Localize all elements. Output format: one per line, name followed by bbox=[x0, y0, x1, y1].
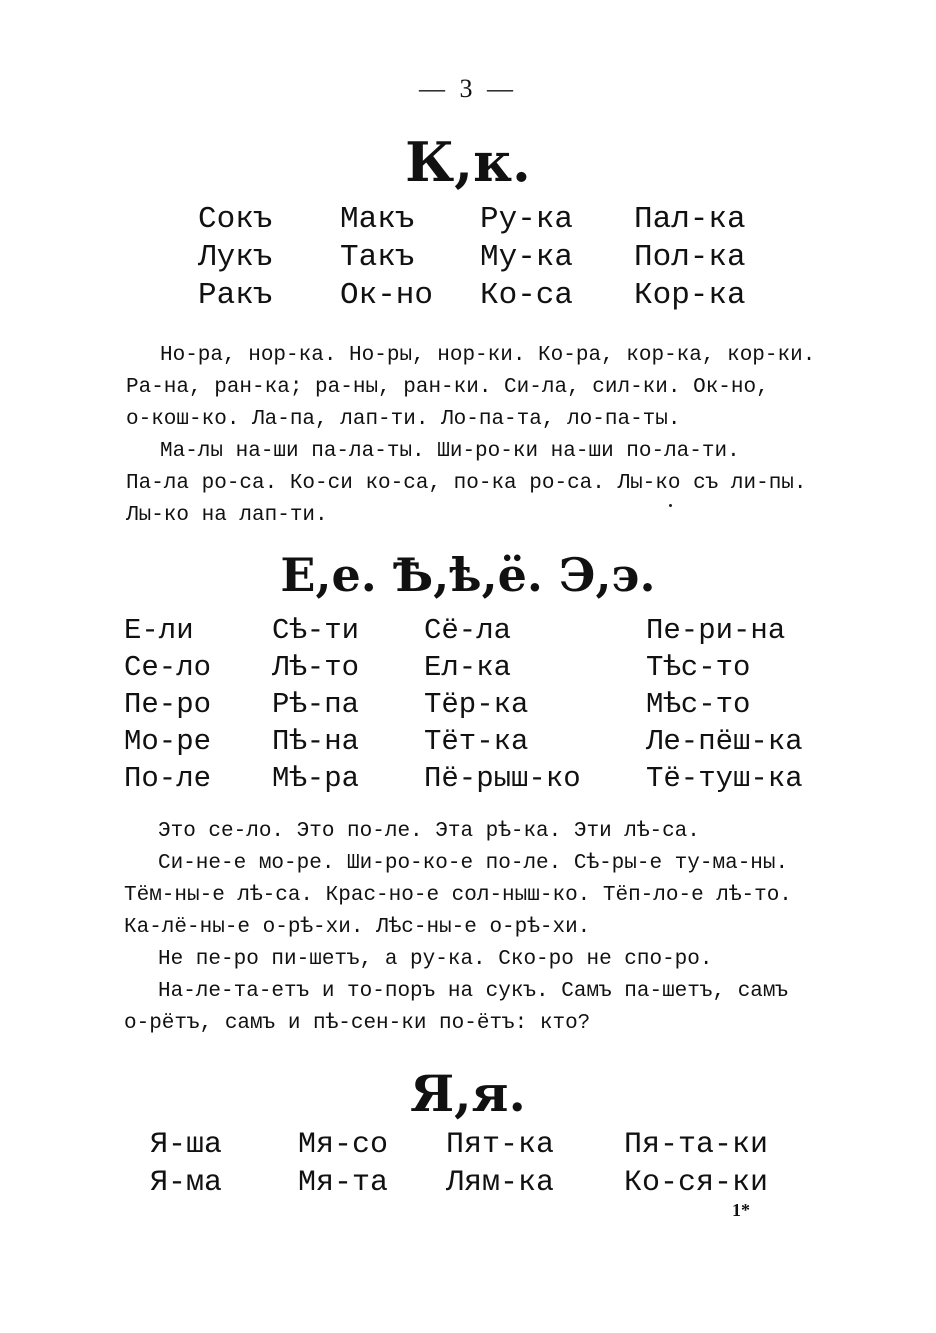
text-line: о-кош-ко. Ла-па, лап-ти. Ло-па-та, ло-па-ты. bbox=[126, 408, 681, 431]
word: Сокъ bbox=[198, 202, 273, 237]
text-line: Это се-ло. Это по-ле. Эта рѣ-ка. Эти лѣ-са. bbox=[158, 820, 700, 843]
text-line: На-ле-та-етъ и то-поръ на сукъ. Самъ па-шетъ, самъ bbox=[158, 980, 789, 1003]
heading-e: Е,е. Ѣ,ѣ,ё. Э,э. bbox=[280, 548, 656, 602]
text-line: Ра-на, ран-ка; ра-ны, ран-ки. Си-ла, сил-ки. Ок-но, bbox=[126, 376, 769, 399]
word: Пѣ-на bbox=[272, 725, 360, 758]
word: Тё-туш-ка bbox=[646, 762, 803, 795]
table-row bbox=[198, 202, 758, 240]
word: Такъ bbox=[340, 240, 415, 275]
word: Кор-ка bbox=[634, 278, 746, 313]
word-table-e bbox=[124, 614, 824, 799]
word: Му-ка bbox=[480, 240, 574, 275]
word: По-ле bbox=[124, 762, 212, 795]
word: Пё-рыш-ко bbox=[424, 762, 581, 795]
word-table-k bbox=[198, 202, 758, 316]
reading-text-k bbox=[126, 340, 826, 532]
word: Ко-са bbox=[480, 278, 574, 313]
word: Мѣс-то bbox=[646, 688, 751, 721]
table-row bbox=[124, 614, 824, 651]
word-table-ya bbox=[150, 1128, 810, 1204]
word: Ок-но bbox=[340, 278, 434, 313]
text-line: о-рётъ, самъ и пѣ-сен-ки по-ётъ: кто? bbox=[124, 1012, 591, 1035]
table-row bbox=[198, 240, 758, 278]
word: Мя-та bbox=[298, 1166, 389, 1200]
word: Пал-ка bbox=[634, 202, 746, 237]
signature-mark: 1* bbox=[732, 1200, 750, 1220]
word: Мѣ-ра bbox=[272, 762, 360, 795]
word: Ру-ка bbox=[480, 202, 574, 237]
table-row bbox=[124, 762, 824, 799]
print-speck bbox=[669, 504, 672, 507]
word: Лукъ bbox=[198, 240, 273, 275]
word: Пе-ро bbox=[124, 688, 212, 721]
word: Сѣ-ти bbox=[272, 614, 360, 647]
reading-text-e bbox=[124, 816, 824, 1040]
text-line: Си-не-е мо-ре. Ши-ро-ко-е по-ле. Сѣ-ры-е ту-ма-ны. bbox=[158, 852, 789, 875]
word: Мо-ре bbox=[124, 725, 212, 758]
page-number: — 3 — bbox=[419, 74, 517, 103]
text-line: Не пе-ро пи-шетъ, а ру-ка. Ско-ро не спо-ро. bbox=[158, 948, 713, 971]
word: Сё-ла bbox=[424, 614, 512, 647]
table-row bbox=[124, 688, 824, 725]
word: Мя-со bbox=[298, 1128, 389, 1162]
text-line: Ма-лы на-ши па-ла-ты. Ши-ро-ки на-ши по-ла-ти. bbox=[160, 440, 740, 463]
table-row bbox=[150, 1128, 810, 1166]
word: Ле-пёш-ка bbox=[646, 725, 803, 758]
text-line: Но-ра, нор-ка. Но-ры, нор-ки. Ко-ра, кор-ка, кор-ки. bbox=[160, 344, 816, 367]
word: Тёр-ка bbox=[424, 688, 529, 721]
heading-k: К,к. bbox=[405, 130, 531, 194]
word: Пят-ка bbox=[446, 1128, 555, 1162]
word: Ко-ся-ки bbox=[624, 1166, 769, 1200]
word: Макъ bbox=[340, 202, 415, 237]
word: Я-ма bbox=[150, 1166, 223, 1200]
word: Тѣс-то bbox=[646, 651, 751, 684]
text-line: Тём-ны-е лѣ-са. Крас-но-е сол-ныш-ко. Тёп-ло-е лѣ-то. bbox=[124, 884, 792, 907]
word: Пол-ка bbox=[634, 240, 746, 275]
heading-ya: Я,я. bbox=[410, 1064, 526, 1123]
word: Рѣ-па bbox=[272, 688, 360, 721]
word: Ел-ка bbox=[424, 651, 512, 684]
word: Се-ло bbox=[124, 651, 212, 684]
text-line: Ка-лё-ны-е о-рѣ-хи. Лѣс-ны-е о-рѣ-хи. bbox=[124, 916, 591, 939]
text-line: Па-ла ро-са. Ко-си ко-са, по-ка ро-са. Лы-ко съ ли-пы. bbox=[126, 472, 807, 495]
table-row bbox=[124, 725, 824, 762]
word: Пя-та-ки bbox=[624, 1128, 769, 1162]
word: Я-ша bbox=[150, 1128, 223, 1162]
word: Лѣ-то bbox=[272, 651, 360, 684]
table-row bbox=[198, 278, 758, 316]
text-line: Лы-ко на лап-ти. bbox=[126, 504, 328, 527]
word: Тёт-ка bbox=[424, 725, 529, 758]
word: Ракъ bbox=[198, 278, 273, 313]
word: Пе-ри-на bbox=[646, 614, 786, 647]
table-row bbox=[124, 651, 824, 688]
table-row bbox=[150, 1166, 810, 1204]
word: Лям-ка bbox=[446, 1166, 555, 1200]
word: Е-ли bbox=[124, 614, 194, 647]
